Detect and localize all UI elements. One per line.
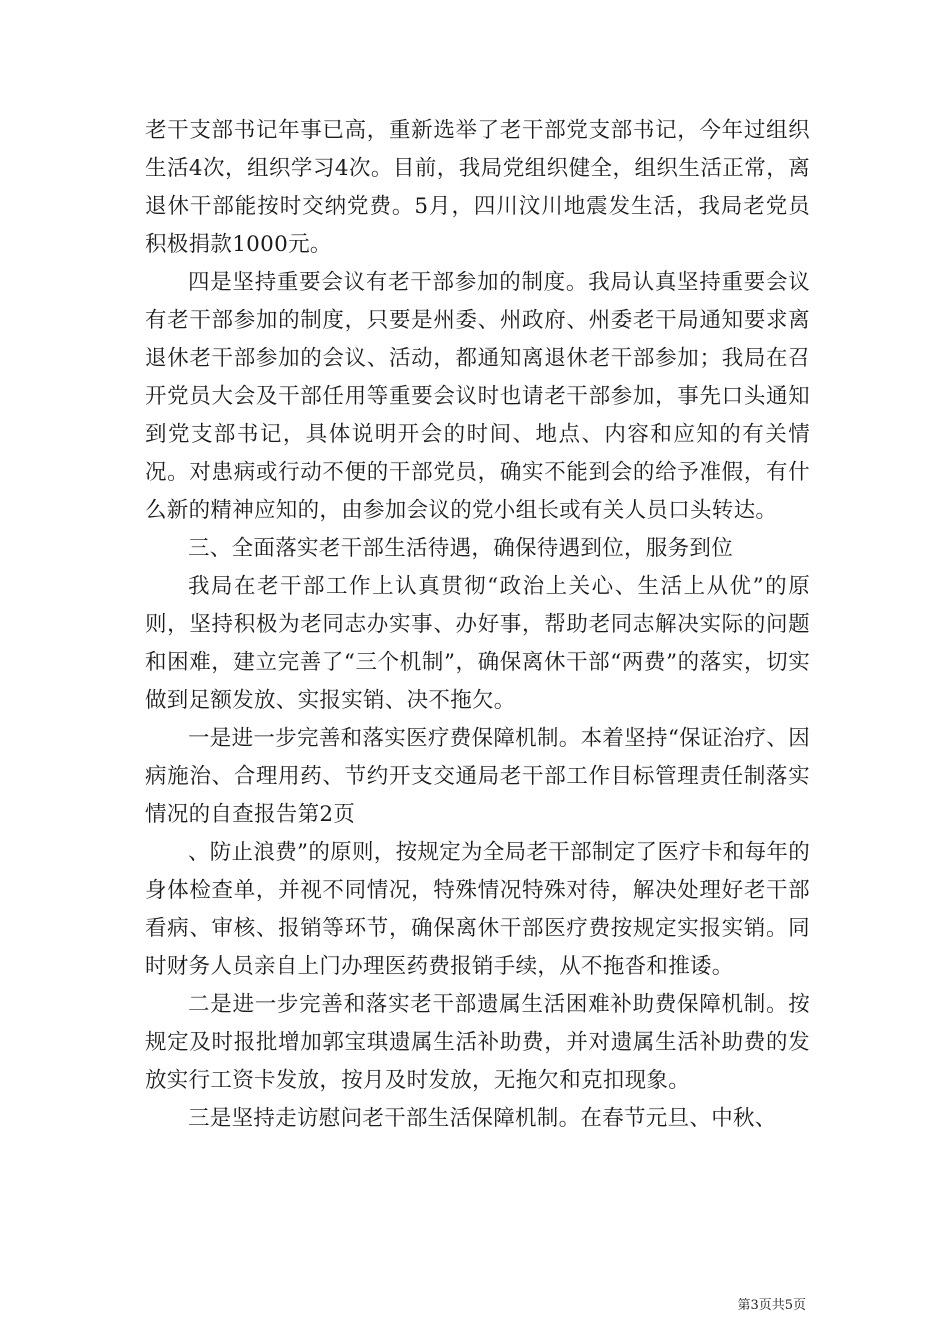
paragraph-item-four: 四是坚持重要会议有老干部参加的制度。我局认真坚持重要会议有老干部参加的制度，只要是州委、州政府、州委老干局通知要求离退休老干部参加的会议、活动，都通知离退休老干部参加；我局在召开党员大会及干部任用等重要会议时也请老干部参加，事先口头通知到党支部书记，具体说明开会的时间、地点、内容和应知的有关情况。对患病或行动不便的干部党员，确实不能到会的给予准假，有什么新的精神应知的，由参加会议的党小组长或有关人员口头转达。 — [145, 270, 810, 523]
section-heading-three: 三、全面落实老干部生活待遇，确保待遇到位，服务到位 — [188, 536, 734, 561]
paragraph-section-intro: 我局在老干部工作上认真贯彻“政治上关心、生活上从优”的原则，坚持积极为老同志办实事、办好事，帮助老同志解决实际的问题和困难，建立完善了“三个机制”，确保离休干部“两费”的落实，切实做到足额发放、实报实销、决不拖欠。 — [145, 574, 810, 713]
paragraph-continuation: 老干支部书记年事已高，重新选举了老干部党支部书记，今年过组织生活4次，组织学习4次。目前，我局党组织健全，组织生活正常，离退休干部能按时交纳党费。5月，四川汶川地震发生活，我局老党员积极捐款1000元。 — [145, 118, 810, 257]
paragraph-item-one-continued: 、防止浪费”的原则，按规定为全局老干部制定了医疗卡和每年的身体检查单，并视不同情况，特殊情况特殊对待，解决处理好老干部看病、审核、报销等环节，确保离休干部医疗费按规定实报实销。同时财务人员亲自上门办理医药费报销手续，从不拖沓和推诿。 — [145, 840, 810, 979]
paragraph-item-two: 二是进一步完善和落实老干部遗属生活困难补助费保障机制。按规定及时报批增加郭宝琪遗属生活补助费，并对遗属生活补助费的发放实行工资卡发放，按月及时发放，无拖欠和克扣现象。 — [145, 992, 810, 1093]
paragraph-item-one: 一是进一步完善和落实医疗费保障机制。本着坚持“保证治疗、因病施治、合理用药、节约开支交通局老干部工作目标管理责任制落实情况的自查报告第2页 — [145, 726, 810, 827]
paragraph-item-three: 三是坚持走访慰问老干部生活保障机制。在春节元旦、中秋、 — [188, 1106, 777, 1131]
page-number-footer: 第3页共5页 — [737, 1298, 806, 1313]
document-body — [145, 112, 810, 1138]
